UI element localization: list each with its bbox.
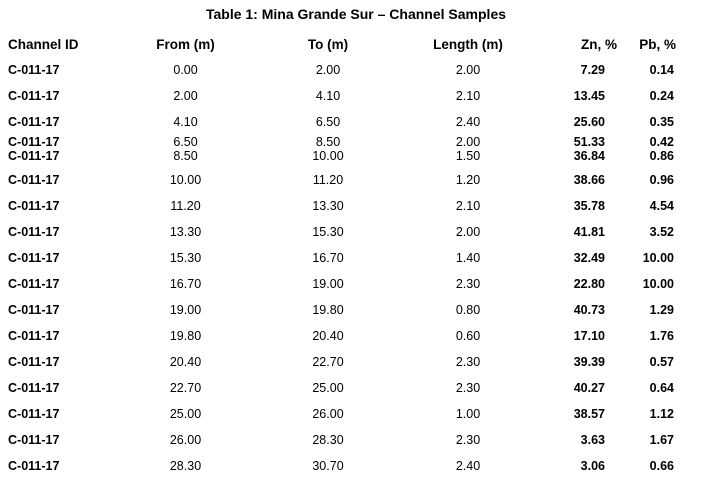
- table-row: [8, 323, 706, 349]
- cell-to: 25.00: [312, 381, 344, 395]
- table-row: [8, 401, 706, 427]
- cell-length: 2.10: [455, 199, 481, 213]
- cell-to: 15.30: [312, 225, 344, 239]
- table-row: [8, 375, 706, 401]
- cell-to: 28.30: [312, 433, 344, 447]
- cell-from: 11.20: [170, 199, 201, 213]
- table-row: [8, 109, 706, 135]
- cell-to: 11.20: [312, 173, 344, 187]
- cell-from: 15.30: [169, 251, 202, 265]
- cell-length: 2.30: [455, 381, 481, 395]
- cell-pb: 0.64: [649, 381, 674, 395]
- cell-from: 4.10: [173, 115, 198, 129]
- cell-zn: 17.10: [573, 329, 605, 343]
- header-to: To (m): [307, 36, 349, 52]
- header-row: [8, 31, 706, 57]
- cell-pb: 1.67: [649, 433, 674, 447]
- cell-pb: 0.14: [649, 63, 674, 77]
- cell-length: 1.40: [455, 251, 481, 265]
- cell-length: 0.60: [455, 329, 481, 343]
- header-pb: Pb, %: [639, 36, 676, 52]
- cell-channel-id: C-011-17: [8, 433, 60, 447]
- table-row: [8, 349, 706, 375]
- cell-zn: 39.39: [573, 355, 605, 369]
- cell-from: 28.30: [169, 459, 202, 473]
- cell-zn: 51.33: [573, 135, 605, 149]
- cell-to: 6.50: [315, 115, 341, 129]
- cell-zn: 35.78: [573, 199, 605, 213]
- cell-channel-id: C-011-17: [8, 251, 60, 265]
- cell-zn: 38.66: [573, 173, 605, 187]
- cell-from: 8.50: [173, 149, 198, 163]
- cell-from: 13.30: [169, 225, 202, 239]
- cell-channel-id: C-011-17: [8, 149, 60, 163]
- cell-channel-id: C-011-17: [8, 199, 60, 213]
- cell-pb: 0.35: [649, 115, 674, 129]
- table-title: Table 1: Mina Grande Sur – Channel Samples: [205, 6, 507, 22]
- cell-from: 0.00: [173, 63, 198, 77]
- cell-from: 2.00: [173, 89, 198, 103]
- cell-channel-id: C-011-17: [8, 89, 60, 103]
- cell-pb: 0.96: [649, 173, 674, 187]
- cell-zn: 40.27: [573, 381, 605, 395]
- header-zn: Zn, %: [581, 36, 617, 52]
- cell-to: 10.00: [312, 149, 344, 163]
- cell-to: 4.10: [315, 89, 341, 103]
- cell-to: 19.80: [312, 303, 344, 317]
- cell-length: 2.40: [455, 115, 481, 129]
- cell-length: 0.80: [455, 303, 481, 317]
- cell-channel-id: C-011-17: [8, 277, 60, 291]
- cell-pb: 10.00: [642, 251, 674, 265]
- header-from: From (m): [156, 36, 215, 52]
- cell-pb: 0.86: [649, 149, 674, 163]
- cell-pb: 4.54: [649, 199, 674, 213]
- table-row: [8, 149, 706, 167]
- cell-channel-id: C-011-17: [8, 115, 60, 129]
- cell-length: 2.30: [455, 433, 481, 447]
- cell-from: 6.50: [173, 135, 198, 149]
- cell-channel-id: C-011-17: [8, 459, 60, 473]
- cell-zn: 13.45: [573, 89, 605, 103]
- channel-samples-table: [8, 31, 706, 479]
- table-row: [8, 219, 706, 245]
- table-row: [8, 167, 706, 193]
- table-row: [8, 271, 706, 297]
- table-row: [8, 57, 706, 83]
- cell-pb: 3.52: [649, 225, 674, 239]
- cell-to: 16.70: [312, 251, 344, 265]
- cell-from: 16.70: [169, 277, 202, 291]
- table-row: [8, 453, 706, 479]
- table-row: [8, 135, 706, 149]
- cell-from: 26.00: [169, 433, 202, 447]
- cell-zn: 7.29: [580, 63, 605, 77]
- cell-pb: 1.12: [649, 407, 674, 421]
- cell-zn: 41.81: [573, 225, 605, 239]
- header-channel-id: Channel ID: [8, 36, 79, 52]
- cell-zn: 25.60: [573, 115, 605, 129]
- cell-to: 26.00: [312, 407, 344, 421]
- cell-zn: 3.63: [580, 433, 605, 447]
- cell-to: 20.40: [312, 329, 344, 343]
- cell-to: 19.00: [312, 277, 344, 291]
- table-row: [8, 83, 706, 109]
- cell-zn: 40.73: [573, 303, 605, 317]
- cell-pb: 0.24: [649, 89, 674, 103]
- cell-to: 22.70: [312, 355, 344, 369]
- cell-pb: 10.00: [642, 277, 674, 291]
- cell-pb: 1.76: [649, 329, 674, 343]
- cell-length: 1.20: [455, 173, 481, 187]
- cell-channel-id: C-011-17: [8, 381, 60, 395]
- cell-from: 25.00: [169, 407, 202, 421]
- cell-to: 30.70: [312, 459, 344, 473]
- cell-length: 2.40: [455, 459, 481, 473]
- cell-zn: 32.49: [573, 251, 605, 265]
- cell-channel-id: C-011-17: [8, 303, 60, 317]
- cell-from: 19.00: [169, 303, 202, 317]
- cell-from: 20.40: [169, 355, 202, 369]
- cell-zn: 36.84: [573, 149, 605, 163]
- cell-from: 19.80: [169, 329, 202, 343]
- cell-pb: 0.57: [649, 355, 674, 369]
- cell-to: 13.30: [312, 199, 344, 213]
- table-row: [8, 245, 706, 271]
- table-row: [8, 297, 706, 323]
- cell-length: 2.30: [455, 277, 481, 291]
- cell-pb: 0.66: [649, 459, 674, 473]
- cell-zn: 3.06: [580, 459, 605, 473]
- cell-zn: 38.57: [573, 407, 605, 421]
- cell-channel-id: C-011-17: [8, 63, 60, 77]
- cell-channel-id: C-011-17: [8, 355, 60, 369]
- cell-length: 2.10: [455, 89, 481, 103]
- cell-channel-id: C-011-17: [8, 225, 60, 239]
- cell-length: 2.00: [455, 135, 481, 149]
- cell-length: 2.00: [455, 225, 481, 239]
- cell-pb: 1.29: [649, 303, 674, 317]
- cell-from: 22.70: [169, 381, 202, 395]
- cell-zn: 22.80: [573, 277, 605, 291]
- table-row: [8, 427, 706, 453]
- cell-to: 8.50: [315, 135, 341, 149]
- cell-length: 1.00: [455, 407, 481, 421]
- cell-length: 2.00: [455, 63, 481, 77]
- cell-length: 1.50: [455, 149, 481, 163]
- cell-channel-id: C-011-17: [8, 407, 60, 421]
- cell-pb: 0.42: [649, 135, 674, 149]
- cell-channel-id: C-011-17: [8, 135, 60, 149]
- cell-channel-id: C-011-17: [8, 329, 60, 343]
- cell-from: 10.00: [169, 173, 202, 187]
- header-length: Length (m): [433, 36, 503, 52]
- cell-channel-id: C-011-17: [8, 173, 60, 187]
- table-row: [8, 193, 706, 219]
- cell-to: 2.00: [315, 63, 341, 77]
- cell-length: 2.30: [455, 355, 481, 369]
